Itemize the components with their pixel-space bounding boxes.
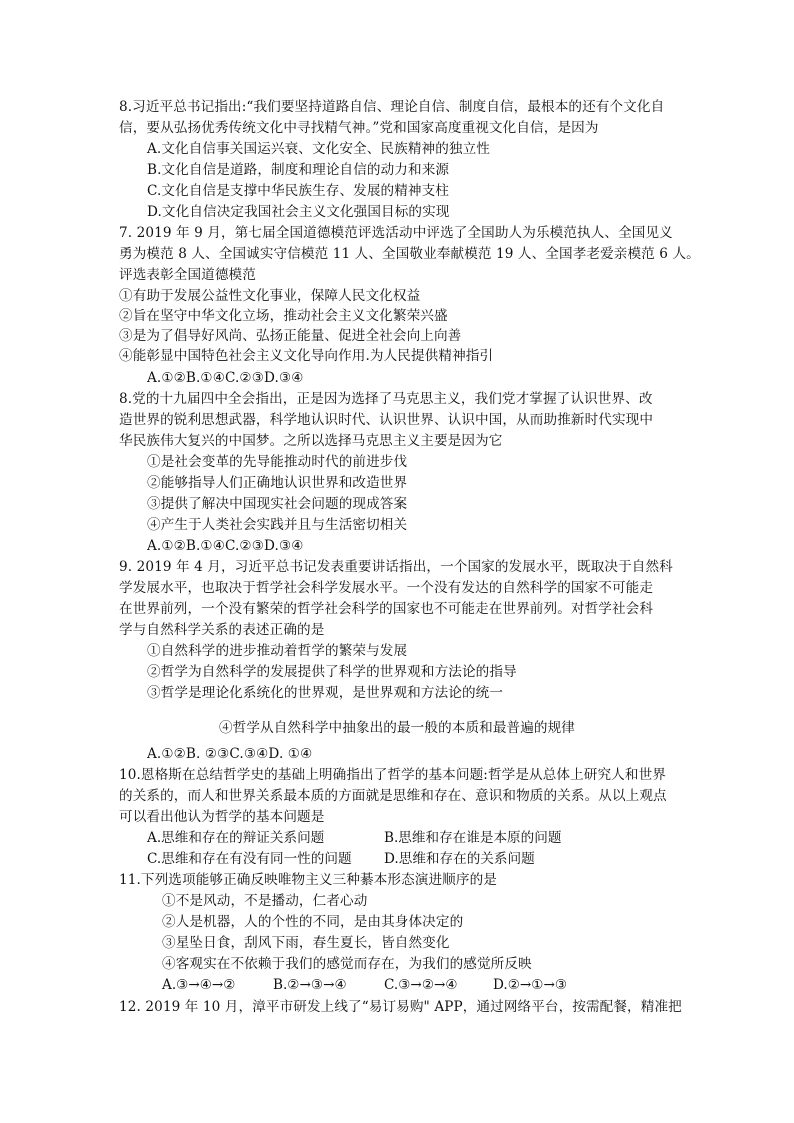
q8b-item-1: ①是社会变革的先导能推动时代的前进步伐 — [147, 454, 408, 470]
q10-stem-line-1: 10.恩格斯在总结哲学史的基础上明确指出了哲学的基本问题:哲学是从总体上研究人和世界 — [119, 767, 666, 783]
q7-item-1: ①有助于发展公益性文化事业，保障人民文化权益 — [119, 288, 421, 304]
q8a-stem-line-1: 8.习近平总书记指出:“我们要坚持道路自信、理论自信、制度自信，最根本的还有个文化自 — [119, 99, 665, 115]
q11-option-d: D.②→①→③ — [493, 977, 568, 993]
q10-stem-line-3: 可以看出他认为哲学的基本问题是 — [119, 809, 325, 825]
q8a-option-d: D.文化自信决定我国社会主义文化强国目标的实现 — [147, 204, 450, 220]
q7-stem-line-3: 评选表彰全国道德模范 — [119, 267, 256, 283]
q11-option-b: B.②→③→④ — [273, 977, 347, 993]
q11-option-c: C.③→②→④ — [384, 977, 458, 993]
q9-answer-options: A.①②B. ②③C.③④D. ①④ — [147, 746, 313, 762]
q10-option-d: D.思维和存在的关系问题 — [384, 851, 535, 867]
q7-stem-line-2: 勇为模范 8 人、全国诚实守信模范 11 人、全国敬业奉献模范 19 人、全国孝老爱亲模范 6 人。 — [119, 246, 700, 262]
q7-item-4: ④能彰显中国特色社会主义文化导向作用.为人民提供精神指引 — [119, 348, 494, 364]
q8a-option-a: A.文化自信事关国运兴衰、文化安全、民族精神的独立性 — [147, 141, 490, 157]
q11-item-4: ④客观实在不依赖于我们的感觉而存在，为我们的感觉所反映 — [162, 956, 532, 972]
q7-answer-options: A.①②B.①④C.②③D.③④ — [147, 370, 304, 386]
q9-item-4: ④哲学从自然科学中抽象出的最一般的本质和最普遍的规律 — [218, 720, 576, 736]
q9-item-3: ③哲学是理论化系统化的世界观，是世界观和方法论的统一 — [147, 685, 504, 701]
q8b-item-4: ④产生于人类社会实践并且与生活密切相关 — [147, 517, 408, 533]
q11-option-a: A.③→④→② — [162, 977, 236, 993]
q8b-stem-line-1: 8.党的十九届四中全会指出，正是因为选择了马克思主义，我们党才掌握了认识世界、改 — [119, 391, 653, 407]
q7-item-2: ②旨在坚守中华文化立场，推动社会主义文化繁荣兴盛 — [119, 308, 448, 324]
q11-item-1: ①不是风动，不是播动，仁者心动 — [162, 893, 368, 909]
q8b-item-3: ③提供了解决中国现实社会问题的现成答案 — [147, 496, 408, 512]
q8a-option-b: B.文化自信是道路，制度和理论自信的动力和来源 — [147, 162, 450, 178]
q11-item-2: ②人是机器，人的个性的不同，是由其身体决定的 — [162, 914, 464, 930]
q9-stem-line-4: 学与自然科学关系的表述正确的是 — [119, 622, 325, 638]
q9-stem-line-1: 9. 2019 年 4 月，习近平总书记发表重要讲话指出，一个国家的发展水平，既取决于自然科 — [119, 559, 673, 575]
q10-option-c: C.思维和存在有没有同一性的问题 — [147, 851, 352, 867]
q11-stem: 11.下列选项能够正确反映唯物主义三种綦本形态演进顺序的是 — [119, 872, 497, 888]
q10-option-b: B.思维和存在谁是本原的问题 — [384, 830, 562, 846]
q11-item-3: ③星坠日食，刮风下雨，春生夏长，皆自然变化 — [162, 935, 450, 951]
q8b-stem-line-3: 华民族伟大复兴的中国梦。之所以选择马克思主义主要是因为它 — [119, 433, 503, 449]
q9-stem-line-2: 学发展水平，也取决于哲学社会科学发展水平。一个没有发达的自然科学的国家不可能走 — [119, 580, 654, 596]
q12-stem: 12. 2019 年 10 月，漳平市研发上线了“易订易购" APP，通过网络平台，按需配餐，精准把 — [119, 999, 682, 1015]
q8a-stem-line-2: 信，要从弘扬优秀传统文化中寻找精气神。”党和国家高度重视文化自信，是因为 — [119, 120, 599, 136]
q8b-answer-options: A.①②B.①④C.②③D.③④ — [147, 538, 304, 554]
q9-stem-line-3: 在世界前列，一个没有繁荣的哲学社会科学的国家也不可能走在世界前列。对哲学社会科 — [119, 601, 654, 617]
q7-stem-line-1: 7. 2019 年 9 月，第七届全国道德模范评选活动中评选了全国助人为乐模范执人、全国见义 — [119, 225, 673, 241]
q8b-item-2: ②能够指导人们正确地认识世界和改造世界 — [147, 475, 408, 491]
q9-item-1: ①自然科学的进步推动着哲学的繁荣与发展 — [147, 643, 408, 659]
q10-option-a: A.思维和存在的辩证关系问题 — [147, 830, 325, 846]
q7-item-3: ③是为了倡导好风尚、弘扬正能量、促进全社会向上向善 — [119, 328, 462, 344]
q8b-stem-line-2: 造世界的锐利思想武器，科学地认识时代、认识世界、认识中国，从而助推新时代实现中 — [119, 412, 654, 428]
q8a-option-c: C.文化自信是支撑中华民族生存、发展的精神支柱 — [147, 183, 450, 199]
q10-stem-line-2: 的关系的，而人和世界关系最本质的方面就是思维和存在、意识和物质的关系。从以上观点 — [119, 788, 667, 804]
q9-item-2: ②哲学为自然科学的发展提供了科学的世界观和方法论的指导 — [147, 664, 517, 680]
